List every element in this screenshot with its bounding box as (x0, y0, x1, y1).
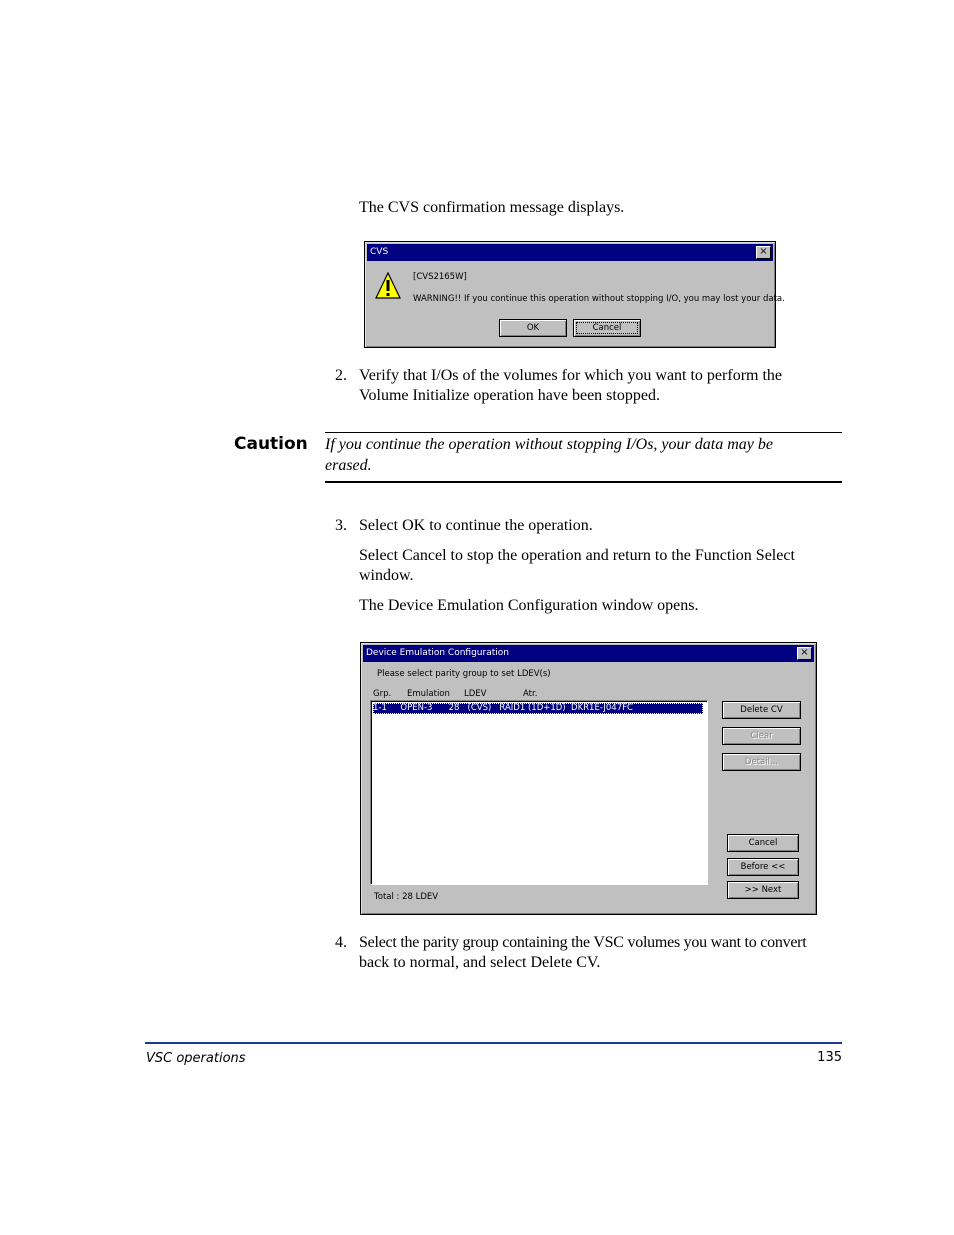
step3-cancel-line2: window. (359, 567, 414, 584)
next-button[interactable]: >> Next (727, 881, 799, 899)
caution-label: Caution (234, 434, 308, 454)
close-icon[interactable]: × (756, 246, 771, 259)
step-intro-text: The CVS confirmation message displays. (359, 199, 625, 216)
detail-button[interactable]: Detail... (722, 753, 801, 771)
step4-text-line1: Select the parity group containing the VSC volumes you want to convert (359, 934, 807, 951)
step3-opens-text: The Device Emulation Configuration window opens. (359, 597, 699, 614)
cvs-dialog (364, 241, 785, 348)
device-emulation-dialog (360, 642, 817, 915)
step3-number: 3. (335, 517, 347, 534)
close-icon[interactable]: × (797, 647, 812, 660)
step3-text: Select OK to continue the operation. (359, 517, 593, 534)
warning-icon (375, 272, 401, 300)
delete-cv-button[interactable]: Delete CV (722, 701, 801, 719)
step4-number: 4. (335, 934, 347, 951)
table-row-selected[interactable]: 1-1 OPEN-3 28 (CVS) RAID1 (1D+1D) DKR1E-J047FC (373, 703, 703, 714)
step2-text-line1: Verify that I/Os of the volumes for which you want to perform the (359, 367, 783, 384)
column-header-ldev: LDEV (464, 689, 487, 699)
total-ldev-label: Total : 28 LDEV (374, 892, 439, 902)
before-button[interactable]: Before << (727, 858, 799, 876)
dec-prompt: Please select parity group to set LDEV(s) (377, 669, 551, 679)
step2-number: 2. (335, 367, 347, 384)
step4-text-line2: back to normal, and select Delete CV. (359, 954, 601, 971)
cancel-button[interactable]: Cancel (727, 834, 799, 852)
cvs-dialog-title: CVS (370, 247, 389, 257)
column-header-atr: Atr. (523, 689, 538, 699)
caution-bottom-rule (325, 481, 842, 483)
caution-top-rule (325, 432, 842, 433)
ok-button[interactable]: OK (499, 319, 567, 337)
caution-text-line1: If you continue the operation without stopping I/Os, your data may be (325, 436, 773, 453)
clear-button[interactable]: Clear (722, 727, 801, 745)
page-number: 135 (817, 1050, 842, 1065)
parity-group-list[interactable] (370, 700, 708, 885)
step3-cancel-line1: Select Cancel to stop the operation and return to the Function Select (359, 547, 795, 564)
footer-rule (145, 1042, 842, 1044)
step2-text-line2: Volume Initialize operation have been stopped. (359, 387, 660, 404)
dec-dialog-title: Device Emulation Configuration (366, 648, 509, 658)
cvs-message-text: WARNING!! If you continue this operation without stopping I/O, you may lost your data. (413, 294, 785, 304)
column-header-grp: Grp. (373, 689, 392, 699)
dec-dialog-titlebar (363, 645, 814, 662)
cvs-message-code: [CVS2165W] (413, 272, 467, 282)
footer-section-title: VSC operations (146, 1051, 246, 1066)
cvs-dialog-titlebar (367, 244, 773, 261)
column-header-emulation: Emulation (407, 689, 450, 699)
caution-text-line2: erased. (325, 457, 372, 474)
cancel-button[interactable]: Cancel (573, 319, 641, 337)
